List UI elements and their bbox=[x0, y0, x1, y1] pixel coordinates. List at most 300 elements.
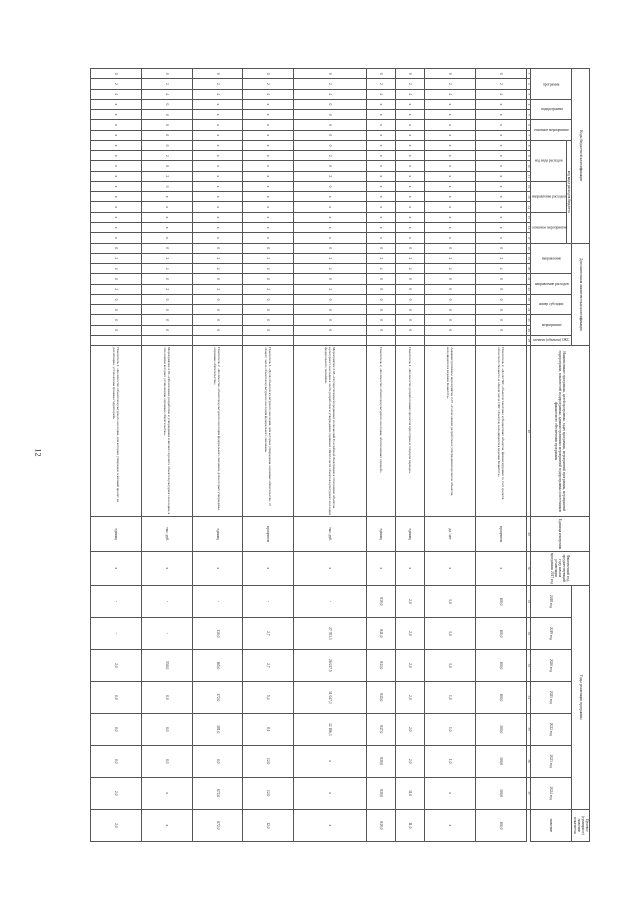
code-cell: х bbox=[192, 171, 243, 181]
code-cell: х bbox=[243, 130, 294, 140]
years-group-header: Годы реализации программы bbox=[572, 585, 590, 809]
code-cell: х bbox=[396, 222, 425, 232]
code-cell: х bbox=[367, 233, 396, 243]
column-number: 3 bbox=[526, 89, 531, 99]
code-cell: 0 bbox=[192, 294, 243, 304]
code-cell: 0 bbox=[475, 315, 526, 325]
code-cell: 2 bbox=[141, 79, 192, 89]
code-cell: 2 bbox=[475, 79, 526, 89]
year-value: 32 186,3 bbox=[294, 713, 367, 745]
unit-header: Единица измерения bbox=[531, 517, 590, 551]
year-value: 5,4 bbox=[243, 681, 294, 713]
code-cell: 4 bbox=[141, 264, 192, 274]
table-row bbox=[367, 69, 396, 842]
code-cell: х bbox=[396, 130, 425, 140]
table-row bbox=[396, 69, 425, 842]
code-cell: 0 bbox=[294, 315, 367, 325]
year-value: х bbox=[294, 777, 367, 809]
code-cell: х bbox=[475, 99, 526, 109]
final-value: х bbox=[425, 809, 476, 841]
column-number: 23 bbox=[526, 294, 531, 304]
row-name: Показатель 1. «Количество разработанных проектов при охране в текущем периоде» bbox=[396, 346, 425, 517]
code-cell: х bbox=[475, 110, 526, 120]
code-cell: 0 bbox=[91, 69, 142, 79]
code-cell: х bbox=[243, 233, 294, 243]
code-cell: 0 bbox=[192, 315, 243, 325]
row-fact: х bbox=[192, 551, 243, 585]
code-cell: 2 bbox=[294, 284, 367, 294]
column-number: 13 bbox=[526, 192, 531, 202]
code-cell: х bbox=[396, 192, 425, 202]
year-value: 0,0 bbox=[141, 713, 192, 745]
code-cell: 0 bbox=[396, 243, 425, 253]
code-cell: 0 bbox=[425, 243, 476, 253]
code-cell: 4 bbox=[141, 89, 192, 99]
code-cell: 0 bbox=[192, 274, 243, 284]
year-value: 2,0 bbox=[396, 745, 425, 777]
code-cell: х bbox=[91, 140, 142, 150]
year-value: - bbox=[91, 617, 142, 649]
code-cell: х bbox=[475, 130, 526, 140]
pp-header: подпрограмма bbox=[531, 99, 572, 120]
year-value: 843,0 bbox=[367, 649, 396, 681]
code-cell: 2 bbox=[294, 151, 367, 161]
final-value: 2,0 bbox=[91, 809, 142, 841]
code-cell: 2 bbox=[367, 79, 396, 89]
year-value: 2,0 bbox=[396, 617, 425, 649]
final-value: 12,0 bbox=[243, 809, 294, 841]
code-cell: х bbox=[192, 151, 243, 161]
code-cell: 0 bbox=[192, 305, 243, 315]
code-cell: х bbox=[243, 110, 294, 120]
code-cell: х bbox=[91, 192, 142, 202]
code-cell: х bbox=[425, 130, 476, 140]
code-cell: х bbox=[192, 110, 243, 120]
year-value: 2,0 bbox=[396, 713, 425, 745]
row-unit: единиц bbox=[192, 517, 243, 551]
code-cell: х bbox=[192, 181, 243, 191]
code-cell: 0 bbox=[91, 315, 142, 325]
napr-header: направление bbox=[531, 243, 572, 274]
code-cell: х bbox=[475, 151, 526, 161]
code-cell: 2 bbox=[367, 253, 396, 263]
row-name: Мероприятие 2.09 «Обеспечение разработки и утверждения эскизного проекта объекта культурного наследия, в отношении которых установлены охранные обязательства» bbox=[141, 346, 192, 517]
code-cell: 4 bbox=[243, 89, 294, 99]
code-cell: 2 bbox=[141, 284, 192, 294]
code-cell: х bbox=[243, 161, 294, 171]
code-cell: 0 bbox=[243, 243, 294, 253]
column-number: 7 bbox=[526, 130, 531, 140]
year-value: х bbox=[294, 745, 367, 777]
code-cell: 2 bbox=[425, 253, 476, 263]
code-cell: 0 bbox=[243, 274, 294, 284]
code-cell: 2 bbox=[192, 284, 243, 294]
code-cell: х bbox=[367, 110, 396, 120]
row-name: Мероприятие 2.08 «Осуществление переданных полномочий Российской Федерации в отношении объектов культурного наследия в части разработки и утверждения охранных обязательств объектов культурного наследия федерального значения» bbox=[294, 346, 367, 517]
code-cell: 0 bbox=[367, 274, 396, 284]
column-number: 1 bbox=[526, 69, 531, 79]
gp-header: программа bbox=[531, 69, 572, 100]
table-row bbox=[243, 69, 294, 842]
year-2023-header: 2023 год bbox=[531, 745, 572, 777]
code-cell: 2 bbox=[192, 253, 243, 263]
code-cell: 0 bbox=[475, 274, 526, 284]
code-cell: 0 bbox=[294, 69, 367, 79]
code-cell: 0 bbox=[396, 315, 425, 325]
code-cell: 2 bbox=[141, 253, 192, 263]
code-cell: 4 bbox=[294, 264, 367, 274]
code-cell: 0 bbox=[141, 294, 192, 304]
code-cell: х bbox=[294, 212, 367, 222]
column-number: 36 bbox=[526, 745, 531, 777]
row-name: Показатель 2. «Доля ОКС объектов заказчика и бюджетных объектов, финансируемых за счет средств областного бюджета, в общем числе ОКС объектов, находящихся в ведении Комитета» bbox=[475, 346, 526, 517]
code-cell: 0 bbox=[141, 99, 192, 109]
year-value: 12,0 bbox=[243, 777, 294, 809]
column-number: 22 bbox=[526, 284, 531, 294]
column-number: 11 bbox=[526, 171, 531, 181]
code-cell: 2 bbox=[91, 253, 142, 263]
year-value: 172,0 bbox=[192, 681, 243, 713]
row-fact: х bbox=[294, 551, 367, 585]
code-cell: 0 bbox=[141, 140, 192, 150]
code-cell: х bbox=[367, 171, 396, 181]
code-cell: х bbox=[243, 140, 294, 150]
column-number: 33 bbox=[526, 649, 531, 681]
code-cell: 2 bbox=[243, 284, 294, 294]
year-value: 841,0 bbox=[367, 617, 396, 649]
code-cell: 0 bbox=[367, 294, 396, 304]
column-number: 14 bbox=[526, 202, 531, 212]
code-cell: 0 bbox=[192, 69, 243, 79]
year-value: 100,0 bbox=[475, 713, 526, 745]
code-cell: х bbox=[475, 233, 526, 243]
s8-header: номер субсидии bbox=[531, 294, 572, 315]
code-cell: 0 bbox=[425, 294, 476, 304]
row-unit: единиц bbox=[91, 517, 142, 551]
code-cell: х bbox=[396, 202, 425, 212]
code-cell: х bbox=[367, 130, 396, 140]
row-fact: х bbox=[396, 551, 425, 585]
code-cell: х bbox=[141, 233, 192, 243]
year-2021-header: 2021 год bbox=[531, 681, 572, 713]
year-value: 100,0 bbox=[475, 649, 526, 681]
code-cell: х bbox=[192, 212, 243, 222]
row-fact: х bbox=[367, 551, 396, 585]
code-cell: 4 bbox=[396, 264, 425, 274]
code-cell: 0 bbox=[367, 243, 396, 253]
column-number: 12 bbox=[526, 181, 531, 191]
table-row bbox=[475, 69, 526, 842]
code-cell: х bbox=[425, 151, 476, 161]
code-cell: х bbox=[475, 222, 526, 232]
year-value: - bbox=[91, 585, 142, 617]
code-cell: х bbox=[396, 120, 425, 130]
code-cell: х bbox=[475, 192, 526, 202]
final-value: х bbox=[294, 809, 367, 841]
code-cell: 0 bbox=[294, 110, 367, 120]
code-cell: х bbox=[425, 212, 476, 222]
code-cell bbox=[425, 335, 476, 345]
code-cell: 4 bbox=[425, 89, 476, 99]
year-value: 100,0 bbox=[475, 585, 526, 617]
column-number: 35 bbox=[526, 713, 531, 745]
code-cell: х bbox=[425, 202, 476, 212]
code-cell: х bbox=[91, 171, 142, 181]
code-cell: 4 bbox=[425, 264, 476, 274]
code-cell: 2 bbox=[243, 79, 294, 89]
code-cell: х bbox=[367, 202, 396, 212]
code-cell: 0 bbox=[141, 110, 192, 120]
code-cell: 0 bbox=[91, 243, 142, 253]
code-cell: х bbox=[91, 151, 142, 161]
code-cell: 2 bbox=[141, 151, 192, 161]
year-value: 1,0 bbox=[425, 681, 476, 713]
row-fact: х bbox=[243, 551, 294, 585]
row-fact: х bbox=[475, 551, 526, 585]
spisok-header: элемент (объекты) ОКС bbox=[531, 335, 572, 345]
column-number: 19 bbox=[526, 253, 531, 263]
year-value: 165,0 bbox=[192, 649, 243, 681]
year-value: 1,0 bbox=[425, 585, 476, 617]
code-cell: х bbox=[396, 140, 425, 150]
code-cell: 0 bbox=[141, 274, 192, 284]
code-cell bbox=[91, 335, 142, 345]
code-cell: х bbox=[475, 181, 526, 191]
column-number: 37 bbox=[526, 777, 531, 809]
year-value: 0,0 bbox=[91, 681, 142, 713]
code-cell: х bbox=[367, 192, 396, 202]
year-2018-header: 2018 год bbox=[531, 585, 572, 617]
code-cell: 2 bbox=[425, 79, 476, 89]
code-cell: 0 bbox=[294, 120, 367, 130]
year-value: 550,0 bbox=[141, 649, 192, 681]
code-cell: 0 bbox=[294, 99, 367, 109]
column-number: 2 bbox=[526, 79, 531, 89]
code-cell: х bbox=[425, 99, 476, 109]
code-cell: х bbox=[192, 233, 243, 243]
om-header: основное мероприятие bbox=[531, 120, 572, 141]
code-cell: 2 bbox=[475, 253, 526, 263]
code-cell: 0 bbox=[396, 274, 425, 284]
code-cell: 0 bbox=[141, 69, 192, 79]
code-cell: х bbox=[91, 130, 142, 140]
column-number: 34 bbox=[526, 681, 531, 713]
code-cell: х bbox=[192, 130, 243, 140]
code-cell: х bbox=[425, 192, 476, 202]
code-cell: х bbox=[192, 99, 243, 109]
year-value: 0,0 bbox=[141, 681, 192, 713]
year-value: 0,0 bbox=[192, 745, 243, 777]
code-cell: х bbox=[425, 181, 476, 191]
code-cell: 0 bbox=[141, 161, 192, 171]
code-cell: 0 bbox=[367, 315, 396, 325]
code-cell: х bbox=[475, 140, 526, 150]
code-cell: 0 bbox=[141, 325, 192, 335]
code-cell: 0 bbox=[475, 325, 526, 335]
code-cell: 0 bbox=[425, 284, 476, 294]
code-cell: х bbox=[367, 99, 396, 109]
code-cell: 0 bbox=[91, 274, 142, 284]
code-cell: х bbox=[91, 161, 142, 171]
code-cell: х bbox=[396, 212, 425, 222]
code-cell: х bbox=[475, 171, 526, 181]
code-cell: 0 bbox=[475, 305, 526, 315]
code-cell bbox=[396, 335, 425, 345]
code-cell: 0 bbox=[367, 284, 396, 294]
column-number: 31 bbox=[526, 585, 531, 617]
year-2019-header: 2019 год bbox=[531, 617, 572, 649]
s7-header: направление расходов bbox=[531, 274, 572, 295]
code-cell: х bbox=[192, 140, 243, 150]
code-cell: 0 bbox=[192, 325, 243, 335]
code-cell: 0 bbox=[475, 294, 526, 304]
code-cell: 4 bbox=[91, 89, 142, 99]
column-number: 24 bbox=[526, 305, 531, 315]
code-cell bbox=[192, 335, 243, 345]
code-cell bbox=[475, 335, 526, 345]
code-cell: 2 bbox=[396, 253, 425, 263]
code-cell: 0 bbox=[91, 305, 142, 315]
code-cell: 0 bbox=[367, 69, 396, 79]
row-name: Показатель 1. «Доля объектов культурного наследия, для которых утверждены охранные обязательства, от общего числа объектов культурного наследия федерального значения» bbox=[243, 346, 294, 517]
column-number: 25 bbox=[526, 315, 531, 325]
table-row bbox=[425, 69, 476, 842]
code-cell: 0 bbox=[396, 284, 425, 294]
code-cell: х bbox=[475, 161, 526, 171]
column-number: 4 bbox=[526, 99, 531, 109]
year-value: 847,0 bbox=[367, 713, 396, 745]
code-cell bbox=[141, 335, 192, 345]
code-cell: 0 bbox=[396, 294, 425, 304]
code-cell: х bbox=[192, 222, 243, 232]
year-value: 8,1 bbox=[243, 713, 294, 745]
table-body bbox=[91, 69, 527, 842]
code-cell: 4 bbox=[91, 264, 142, 274]
code-cell: х bbox=[91, 222, 142, 232]
year-value: 2,0 bbox=[396, 585, 425, 617]
code-cell: х bbox=[91, 99, 142, 109]
column-number: 10 bbox=[526, 161, 531, 171]
final-value: 672,0 bbox=[192, 809, 243, 841]
column-number: 18 bbox=[526, 243, 531, 253]
year-value: 11,0 bbox=[396, 777, 425, 809]
row-name: Показатель 1. «Количество объектов культурного наследия, для которых утвержден эскизный проект на реализацию, установлены границы территорий» bbox=[91, 346, 142, 517]
code-cell: х bbox=[91, 202, 142, 212]
code-cell: 4 bbox=[192, 89, 243, 99]
code-cell: х bbox=[367, 181, 396, 191]
code-cell: х bbox=[243, 99, 294, 109]
code-cell: х bbox=[425, 110, 476, 120]
year-value: - bbox=[243, 585, 294, 617]
row-fact: х bbox=[141, 551, 192, 585]
row-unit: единиц bbox=[367, 517, 396, 551]
year-value: 130,0 bbox=[192, 617, 243, 649]
final-value-header: значение bbox=[531, 809, 572, 841]
year-value: 100,0 bbox=[475, 745, 526, 777]
code-cell: 2 bbox=[396, 79, 425, 89]
code-cell: х bbox=[141, 222, 192, 232]
code-cell: 4 bbox=[396, 89, 425, 99]
code-cell: х bbox=[243, 212, 294, 222]
code-cell: х bbox=[475, 120, 526, 130]
year-value: 0,0 bbox=[91, 713, 142, 745]
code-cell: х bbox=[425, 120, 476, 130]
vr-sub-3: основное мероприятие bbox=[531, 212, 567, 243]
code-cell: х bbox=[91, 233, 142, 243]
code-cell: х bbox=[396, 161, 425, 171]
row-unit: процентов bbox=[243, 517, 294, 551]
row-unit: процентов bbox=[475, 517, 526, 551]
code-cell: х bbox=[425, 222, 476, 232]
column-number: 26 bbox=[526, 325, 531, 335]
code-cell: 0 bbox=[91, 294, 142, 304]
code-cell: 0 bbox=[367, 325, 396, 335]
code-cell: 0 bbox=[425, 305, 476, 315]
code-cell bbox=[367, 335, 396, 345]
vr-sub-2: направление расходов bbox=[531, 181, 567, 212]
column-number: 30 bbox=[526, 551, 531, 585]
column-number: 5 bbox=[526, 110, 531, 120]
final-value: 849,0 bbox=[367, 809, 396, 841]
code-cell: 0 bbox=[294, 325, 367, 335]
code-cell: х bbox=[141, 212, 192, 222]
code-cell: 0 bbox=[294, 274, 367, 284]
code-cell: 0 bbox=[141, 305, 192, 315]
year-2022-header: 2022 год bbox=[531, 713, 572, 745]
code-cell: х bbox=[425, 171, 476, 181]
column-number: 32 bbox=[526, 617, 531, 649]
table-row bbox=[141, 69, 192, 842]
year-value: 2,0 bbox=[91, 777, 142, 809]
code-cell: 0 bbox=[294, 181, 367, 191]
code-cell: х bbox=[475, 202, 526, 212]
year-value: х bbox=[141, 777, 192, 809]
column-number: 8 bbox=[526, 140, 531, 150]
code-cell: х bbox=[396, 171, 425, 181]
year-value: - bbox=[141, 585, 192, 617]
code-cell: 0 bbox=[367, 305, 396, 315]
code-cell bbox=[243, 335, 294, 345]
code-cell: 0 bbox=[294, 294, 367, 304]
column-number: 28 bbox=[526, 346, 531, 517]
code-cell: х bbox=[91, 212, 142, 222]
code-cell: х bbox=[367, 120, 396, 130]
code-cell: 2 bbox=[192, 79, 243, 89]
code-cell: 0 bbox=[294, 243, 367, 253]
code-cell: 0 bbox=[243, 294, 294, 304]
page-number: 12 bbox=[33, 448, 43, 457]
code-cell: х bbox=[367, 151, 396, 161]
code-cell: х bbox=[243, 202, 294, 212]
code-cell: 4 bbox=[192, 264, 243, 274]
code-cell: 0 bbox=[141, 120, 192, 130]
final-value: 100,0 bbox=[475, 809, 526, 841]
row-unit: да / нет bbox=[425, 517, 476, 551]
vr-sub-1: код вида расходов bbox=[531, 140, 567, 181]
code-cell: х bbox=[243, 222, 294, 232]
code-cell: 0 bbox=[396, 305, 425, 315]
code-cell: х bbox=[396, 151, 425, 161]
final-group-header: Целевое (суммарное) значение показателя bbox=[572, 809, 590, 841]
code-cell: 2 bbox=[91, 79, 142, 89]
year-value: 100,0 bbox=[475, 617, 526, 649]
year-value: 1,0 bbox=[425, 713, 476, 745]
year-value: - bbox=[294, 585, 367, 617]
row-fact: х bbox=[425, 551, 476, 585]
code-cell: х bbox=[425, 140, 476, 150]
code-cell: 0 bbox=[425, 315, 476, 325]
year-value: 2,7 bbox=[243, 617, 294, 649]
